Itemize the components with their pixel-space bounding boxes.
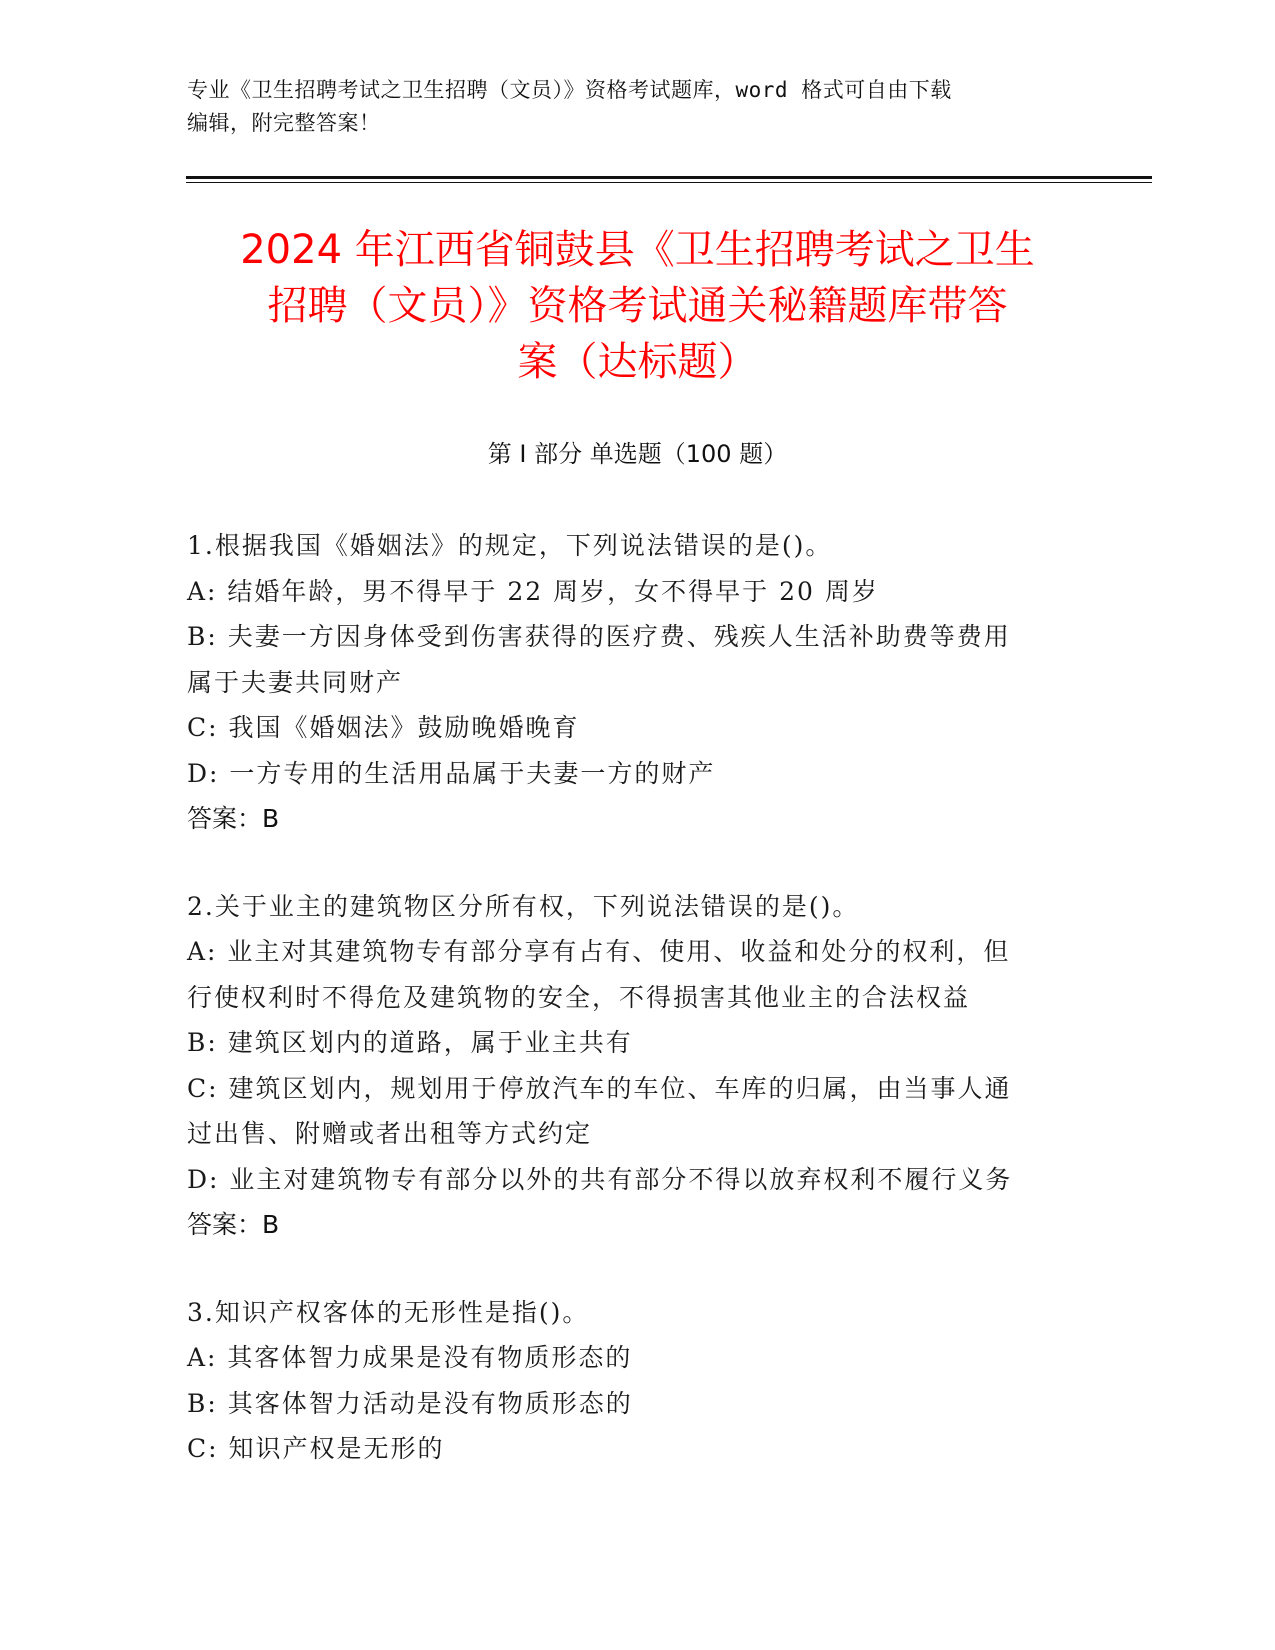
answer-option: C: 知识产权是无形的 xyxy=(187,1434,445,1463)
question-list xyxy=(187,523,1087,1514)
question-stem: 2.关于业主的建筑物区分所有权，下列说法错误的是()。 xyxy=(187,891,860,921)
answer-option: D: 业主对建筑物专有部分以外的共有部分不得以放弃权利不履行义务 xyxy=(187,1164,1013,1194)
question-stem: 3.知识产权客体的无形性是指()。 xyxy=(187,1297,590,1327)
title-line-1: 2024 年江西省铜鼓县《卫生招聘考试之卫生 xyxy=(240,227,1035,273)
header-divider-thin xyxy=(186,182,1152,183)
answer-option: B: 夫妻一方因身体受到伤害获得的医疗费、残疾人生活补助费等费用 xyxy=(187,622,1011,651)
question-block xyxy=(187,884,1087,1248)
section-heading: 第 I 部分 单选题（100 题） xyxy=(487,440,788,468)
answer-option: C: 我国《婚姻法》鼓励晚婚晚育 xyxy=(187,713,580,742)
title-line-3: 案（达标题） xyxy=(517,339,758,385)
answer-option: B: 建筑区划内的道路，属于业主共有 xyxy=(187,1028,633,1057)
question-block xyxy=(187,1290,1087,1472)
header-note-line-2: 编辑，附完整答案！ xyxy=(187,111,381,135)
answer-option: B: 其客体智力活动是没有物质形态的 xyxy=(187,1388,633,1418)
answer-option: 行使权利时不得危及建筑物的安全，不得损害其他业主的合法权益 xyxy=(187,982,971,1012)
document-title xyxy=(150,222,1125,390)
question-stem: 1.根据我国《婚姻法》的规定，下列说法错误的是()。 xyxy=(187,531,833,560)
answer-option: 属于夫妻共同财产 xyxy=(187,667,404,697)
answer-option: C: 建筑区划内，规划用于停放汽车的车位、车库的归属，由当事人通 xyxy=(187,1073,1012,1103)
header-note xyxy=(187,74,1067,140)
answer-option: A: 结婚年龄，男不得早于 22 周岁，女不得早于 20 周岁 xyxy=(187,576,879,606)
title-line-2: 招聘（文员）》资格考试通关秘籍题库带答 xyxy=(267,283,1008,329)
answer-option: A: 其客体智力成果是没有物质形态的 xyxy=(187,1343,633,1372)
answer-key: 答案：B xyxy=(187,1210,280,1239)
answer-option: A: 业主对其建筑物专有部分享有占有、使用、收益和处分的权利，但 xyxy=(187,937,1011,966)
answer-key: 答案：B xyxy=(187,804,280,833)
answer-option: D: 一方专用的生活用品属于夫妻一方的财产 xyxy=(187,758,716,788)
header-note-line-1: 专业《卫生招聘考试之卫生招聘（文员）》资格考试题库，word 格式可自由下载 xyxy=(187,78,952,102)
answer-option: 过出售、附赠或者出租等方式约定 xyxy=(187,1119,593,1148)
question-block xyxy=(187,523,1087,842)
header-divider-thick xyxy=(186,176,1152,179)
